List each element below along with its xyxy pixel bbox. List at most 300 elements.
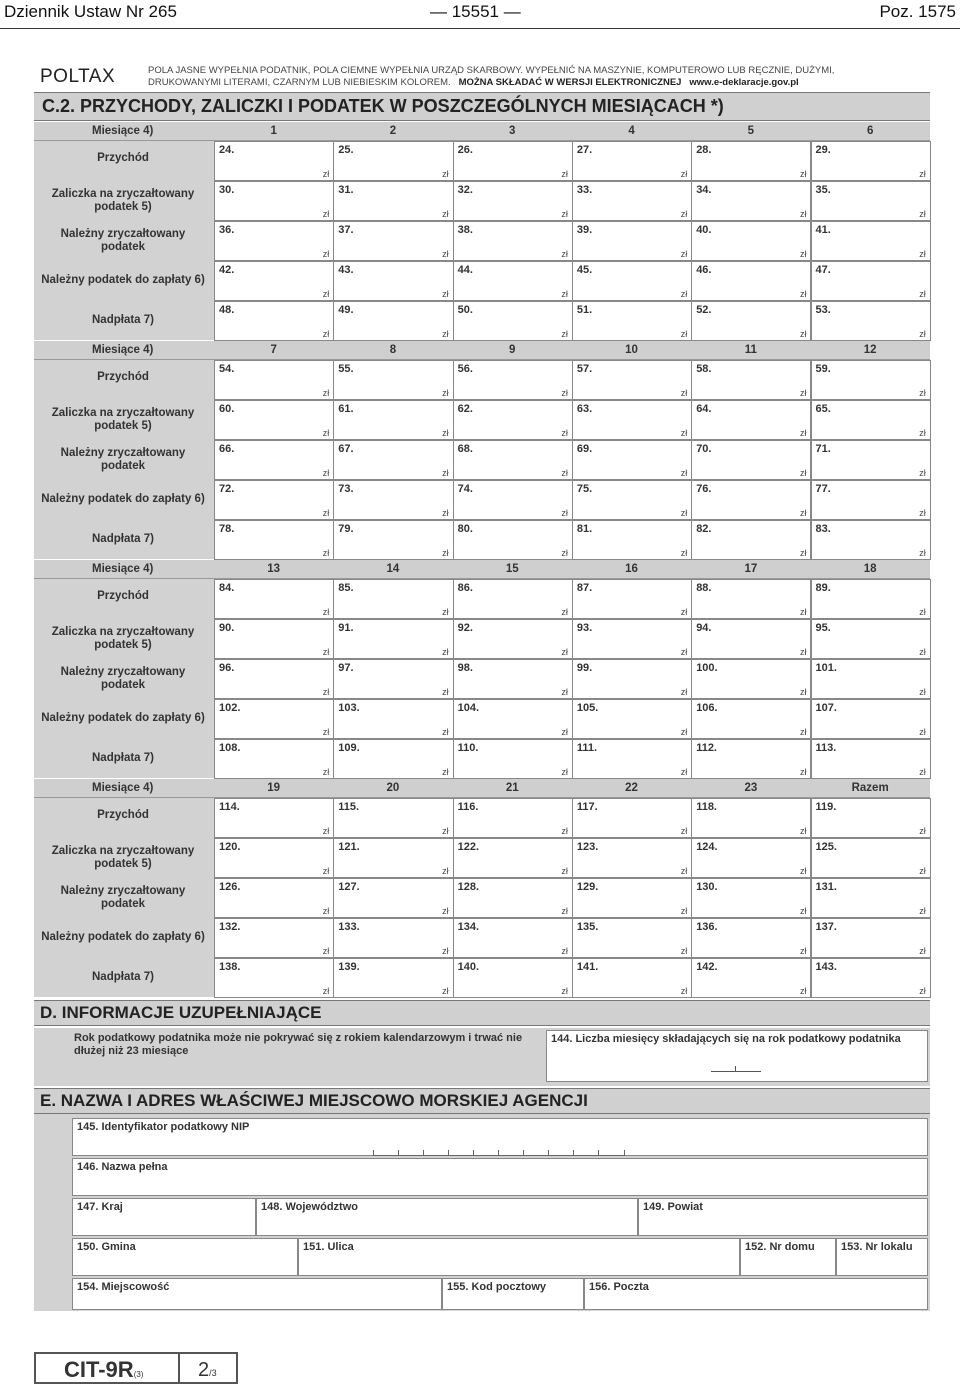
amount-field[interactable] (572, 400, 692, 440)
currency-label: zł (322, 169, 330, 179)
amount-field[interactable] (811, 918, 931, 958)
field-number: 95. (815, 622, 831, 634)
currency-label: zł (799, 289, 807, 299)
amount-field[interactable] (453, 440, 573, 480)
month-number: 23 (744, 782, 758, 794)
currency-label: zł (799, 468, 807, 478)
amount-field[interactable] (333, 181, 453, 221)
currency-label: zł (442, 607, 449, 617)
amount-field[interactable] (333, 838, 453, 878)
currency-label: zł (799, 508, 807, 518)
field-144-input[interactable] (711, 1061, 761, 1072)
field-number: 92. (457, 622, 473, 634)
field-number: 56. (457, 363, 473, 375)
form-code-text: CIT-9R (64, 1357, 134, 1382)
currency-label: zł (919, 687, 926, 697)
section-d-header (34, 1000, 930, 1026)
months-label: Miesiące 4) (92, 344, 154, 356)
currency-label: zł (680, 329, 688, 339)
month-number: 3 (509, 125, 516, 137)
field-number: 110. (457, 742, 479, 754)
instructions-line2: DRUKOWANYMI LITERAMI, CZARNYM LUB NIEBIESKIM KOLOREM. (148, 77, 451, 88)
amount-field[interactable] (214, 400, 334, 440)
field-number: 136. (696, 921, 718, 933)
amount-field[interactable] (811, 301, 931, 341)
amount-field[interactable] (572, 301, 692, 341)
currency-label: zł (919, 468, 926, 478)
amount-field[interactable] (333, 400, 453, 440)
months-label: Miesiące 4) (92, 782, 154, 794)
currency-label: zł (919, 388, 926, 398)
field-152-house-number[interactable] (740, 1238, 836, 1276)
amount-field[interactable] (572, 699, 692, 739)
currency-label: zł (442, 986, 449, 996)
currency-label: zł (322, 249, 330, 259)
instructions-line1: POLA JASNE WYPEŁNIA PODATNIK, POLA CIEMNE WYPEŁNIA URZĄD SKARBOWY. WYPEŁNIĆ NA MASZYNIE, KOMPUTEROWO LUB RĘCZNIE, DUŻYMI, (148, 65, 835, 76)
currency-label: zł (561, 906, 568, 916)
amount-field[interactable] (691, 838, 811, 878)
field-number: 130. (696, 881, 718, 893)
field-number: 99. (576, 662, 593, 674)
amount-field[interactable] (572, 360, 692, 400)
field-145-nip[interactable] (72, 1118, 928, 1156)
amount-field[interactable] (214, 739, 334, 779)
amount-field[interactable] (691, 301, 811, 341)
amount-field[interactable] (453, 659, 573, 699)
amount-field[interactable] (214, 838, 334, 878)
currency-label: zł (322, 826, 330, 836)
field-number: 30. (219, 184, 235, 196)
field-number: 103. (338, 702, 360, 714)
amount-field[interactable] (214, 520, 334, 560)
field-number: 67. (338, 443, 354, 455)
field-number: 31. (338, 184, 354, 196)
field-number: 85. (338, 582, 354, 594)
currency-label: zł (442, 548, 449, 558)
row-label: Zaliczka na zryczałtowany podatek 5) (51, 407, 195, 432)
amount-field[interactable] (572, 798, 692, 838)
amount-field[interactable] (214, 798, 334, 838)
amount-field[interactable] (691, 659, 811, 699)
amount-field[interactable] (453, 181, 573, 221)
row-label: Zaliczka na zryczałtowany podatek 5) (51, 626, 195, 651)
form-footer (34, 1352, 238, 1384)
nip-input[interactable] (373, 1149, 625, 1156)
field-number: 50. (457, 304, 473, 316)
currency-label: zł (561, 986, 568, 996)
amount-field[interactable] (453, 360, 573, 400)
currency-label: zł (799, 607, 807, 617)
field-147-label: 147. Kraj (77, 1201, 123, 1213)
currency-label: zł (799, 687, 807, 697)
currency-label: zł (561, 508, 568, 518)
amount-field[interactable] (811, 878, 931, 918)
currency-label: zł (561, 826, 568, 836)
currency-label: zł (322, 767, 330, 777)
amount-field[interactable] (333, 739, 453, 779)
amount-field[interactable] (453, 878, 573, 918)
field-number: 66. (219, 443, 235, 455)
field-number: 58. (696, 363, 712, 375)
amount-field[interactable] (811, 480, 931, 520)
amount-field[interactable] (214, 579, 334, 619)
amount-field[interactable] (453, 141, 573, 181)
row-label: Przychód (97, 152, 149, 164)
amount-field[interactable] (811, 221, 931, 261)
currency-label: zł (799, 548, 807, 558)
field-number: 140. (457, 961, 480, 973)
amount-field[interactable] (691, 958, 811, 998)
amount-field[interactable] (572, 261, 692, 301)
amount-field[interactable] (691, 221, 811, 261)
amount-field[interactable] (453, 520, 573, 560)
currency-label: zł (680, 388, 688, 398)
amount-field[interactable] (333, 579, 453, 619)
amount-field[interactable] (333, 141, 453, 181)
field-155-postal-code[interactable] (442, 1278, 584, 1310)
amount-field[interactable] (214, 181, 334, 221)
amount-field[interactable] (691, 520, 811, 560)
field-number: 84. (219, 582, 235, 594)
amount-field[interactable] (811, 141, 931, 181)
amount-field[interactable] (453, 918, 573, 958)
amount-field[interactable] (572, 520, 692, 560)
amount-field[interactable] (214, 958, 334, 998)
field-151-label: 151. Ulica (303, 1241, 354, 1253)
amount-field[interactable] (453, 261, 573, 301)
currency-label: zł (919, 826, 926, 836)
amount-field[interactable] (333, 619, 453, 659)
field-number: 139. (338, 961, 360, 973)
month-number: 9 (509, 344, 516, 356)
field-number: 122. (457, 841, 480, 853)
field-number: 107. (815, 702, 837, 714)
currency-label: zł (442, 906, 449, 916)
field-number: 45. (576, 264, 593, 276)
field-148-label: 148. Województwo (261, 1201, 358, 1213)
section-d-body (34, 1028, 930, 1086)
field-number: 25. (338, 144, 354, 156)
amount-field[interactable] (691, 261, 811, 301)
field-147-country[interactable] (72, 1198, 256, 1236)
field-149-district[interactable] (638, 1198, 928, 1236)
amount-field[interactable] (333, 878, 453, 918)
field-number: 106. (696, 702, 718, 714)
field-number: 90. (219, 622, 235, 634)
amount-field[interactable] (811, 261, 931, 301)
field-number: 82. (696, 523, 712, 535)
currency-label: zł (680, 946, 688, 956)
amount-field[interactable] (214, 480, 334, 520)
currency-label: zł (680, 866, 688, 876)
field-number: 131. (815, 881, 837, 893)
field-144[interactable] (546, 1030, 928, 1082)
amount-field[interactable] (691, 739, 811, 779)
currency-label: zł (680, 468, 688, 478)
field-number: 96. (219, 662, 235, 674)
amount-field[interactable] (333, 440, 453, 480)
amount-field[interactable] (453, 480, 573, 520)
row-label: Przychód (97, 371, 149, 383)
currency-label: zł (799, 767, 807, 777)
currency-label: zł (799, 249, 807, 259)
currency-label: zł (442, 826, 449, 836)
amount-field[interactable] (811, 440, 931, 480)
amount-field[interactable] (333, 918, 453, 958)
field-150-label: 150. Gmina (77, 1241, 136, 1253)
field-number: 135. (576, 921, 599, 933)
currency-label: zł (322, 468, 330, 478)
field-number: 62. (457, 403, 473, 415)
currency-label: zł (919, 548, 926, 558)
amount-field[interactable] (333, 360, 453, 400)
field-number: 34. (696, 184, 712, 196)
amount-field[interactable] (333, 480, 453, 520)
amount-field[interactable] (572, 141, 692, 181)
form-instructions (148, 65, 908, 89)
currency-label: zł (799, 329, 807, 339)
currency-label: zł (561, 428, 568, 438)
row-label: Należny podatek do zapłaty 6) (41, 712, 205, 724)
amount-field[interactable] (691, 699, 811, 739)
amount-field[interactable] (691, 619, 811, 659)
amount-field[interactable] (811, 958, 931, 998)
amount-field[interactable] (811, 619, 931, 659)
amount-field[interactable] (214, 261, 334, 301)
field-number: 100. (696, 662, 718, 674)
currency-label: zł (799, 428, 807, 438)
field-number: 63. (576, 403, 593, 415)
field-151-street[interactable] (298, 1238, 740, 1276)
field-number: 142. (696, 961, 718, 973)
field-156-label: 156. Poczta (589, 1281, 649, 1293)
field-number: 26. (457, 144, 473, 156)
field-number: 112. (696, 742, 717, 754)
currency-label: zł (919, 289, 926, 299)
field-153-label: 153. Nr lokalu (841, 1241, 913, 1253)
field-number: 75. (576, 483, 593, 495)
amount-field[interactable] (811, 579, 931, 619)
amount-field[interactable] (453, 699, 573, 739)
currency-label: zł (322, 866, 330, 876)
form-code (64, 1357, 143, 1383)
amount-field[interactable] (811, 739, 931, 779)
currency-label: zł (680, 607, 688, 617)
currency-label: zł (561, 687, 568, 697)
amount-field[interactable] (214, 659, 334, 699)
field-number: 137. (815, 921, 837, 933)
amount-field[interactable] (333, 261, 453, 301)
field-number: 123. (576, 841, 599, 853)
amount-field[interactable] (572, 739, 692, 779)
amount-field[interactable] (572, 619, 692, 659)
amount-field[interactable] (691, 878, 811, 918)
amount-field[interactable] (572, 958, 692, 998)
amount-field[interactable] (572, 181, 692, 221)
amount-field[interactable] (691, 181, 811, 221)
amount-field[interactable] (691, 440, 811, 480)
row-label: Należny zryczałtowany podatek (60, 666, 186, 691)
field-number: 74. (457, 483, 473, 495)
amount-field[interactable] (572, 440, 692, 480)
field-number: 43. (338, 264, 354, 276)
field-156-post-office[interactable] (584, 1278, 928, 1310)
amount-field[interactable] (572, 878, 692, 918)
amount-field[interactable] (811, 520, 931, 560)
months-row (34, 560, 930, 579)
amount-field[interactable] (453, 838, 573, 878)
amount-field[interactable] (333, 659, 453, 699)
month-number: 4 (628, 125, 635, 137)
amount-field[interactable] (214, 619, 334, 659)
amount-field[interactable] (811, 798, 931, 838)
field-number: 60. (219, 403, 235, 415)
currency-label: zł (322, 289, 330, 299)
field-number: 83. (815, 523, 831, 535)
amount-field[interactable] (453, 619, 573, 659)
field-number: 36. (219, 224, 235, 236)
field-number: 134. (457, 921, 480, 933)
row-label: Nadpłata 7) (92, 971, 154, 983)
amount-field[interactable] (333, 798, 453, 838)
currency-label: zł (561, 767, 568, 777)
amount-field[interactable] (691, 400, 811, 440)
currency-label: zł (680, 548, 688, 558)
field-number: 53. (815, 304, 831, 316)
month-block-2 (34, 341, 930, 559)
currency-label: zł (322, 607, 330, 617)
month-block-1 (34, 122, 930, 340)
currency-label: zł (919, 169, 926, 179)
field-number: 108. (219, 742, 241, 754)
amount-field[interactable] (453, 579, 573, 619)
currency-label: zł (799, 209, 807, 219)
amount-field[interactable] (453, 301, 573, 341)
currency-label: zł (442, 329, 449, 339)
amount-field[interactable] (691, 480, 811, 520)
amount-field[interactable] (214, 918, 334, 958)
currency-label: zł (322, 647, 330, 657)
month-number: 13 (267, 563, 281, 575)
section-d-title: D. INFORMACJE UZUPEŁNIAJĄCE (40, 1003, 322, 1022)
amount-field[interactable] (572, 480, 692, 520)
amount-field[interactable] (453, 798, 573, 838)
amount-field[interactable] (333, 958, 453, 998)
currency-label: zł (442, 468, 449, 478)
amount-field[interactable] (811, 181, 931, 221)
amount-field[interactable] (214, 221, 334, 261)
field-153-apartment-number[interactable] (836, 1238, 928, 1276)
currency-label: zł (442, 388, 449, 398)
field-number: 72. (219, 483, 235, 495)
footer-divider (178, 1354, 180, 1382)
amount-field[interactable] (214, 141, 334, 181)
amount-field[interactable] (691, 360, 811, 400)
amount-field[interactable] (214, 878, 334, 918)
amount-field[interactable] (333, 301, 453, 341)
instructions-electronic: MOŻNA SKŁADAĆ W WERSJI ELEKTRONICZNEJ (458, 77, 682, 88)
field-number: 55. (338, 363, 354, 375)
months-row (34, 341, 930, 360)
page-current: 2 (198, 1359, 210, 1381)
journal-page-number: — 15551 — (430, 2, 521, 21)
field-number: 64. (696, 403, 712, 415)
journal-position: Poz. 1575 (879, 2, 956, 21)
amount-field[interactable] (811, 400, 931, 440)
amount-field[interactable] (453, 739, 573, 779)
field-number: 49. (338, 304, 354, 316)
amount-field[interactable] (453, 400, 573, 440)
amount-field[interactable] (691, 798, 811, 838)
amount-field[interactable] (811, 699, 931, 739)
field-154-locality[interactable] (72, 1278, 442, 1310)
amount-field[interactable] (811, 838, 931, 878)
amount-field[interactable] (691, 141, 811, 181)
field-145-label: 145. Identyfikator podatkowy NIP (77, 1121, 250, 1133)
field-number: 47. (815, 264, 831, 276)
field-number: 24. (219, 144, 235, 156)
amount-field[interactable] (214, 699, 334, 739)
currency-label: zł (561, 209, 568, 219)
field-150-commune[interactable] (72, 1238, 298, 1276)
amount-field[interactable] (572, 838, 692, 878)
amount-field[interactable] (333, 699, 453, 739)
row-label: Zaliczka na zryczałtowany podatek 5) (51, 188, 195, 213)
month-number: 7 (270, 344, 277, 356)
amount-field[interactable] (333, 520, 453, 560)
amount-field[interactable] (572, 221, 692, 261)
currency-label: zł (442, 647, 449, 657)
amount-field[interactable] (214, 360, 334, 400)
amount-field[interactable] (214, 301, 334, 341)
field-number: 86. (457, 582, 473, 594)
currency-label: zł (442, 866, 449, 876)
amount-field[interactable] (572, 918, 692, 958)
field-number: 101. (815, 662, 837, 674)
amount-field[interactable] (572, 659, 692, 699)
amount-field[interactable] (333, 221, 453, 261)
field-number: 61. (338, 403, 354, 415)
field-number: 109. (338, 742, 360, 754)
amount-field[interactable] (811, 659, 931, 699)
field-148-voivodeship[interactable] (256, 1198, 638, 1236)
currency-label: zł (680, 647, 688, 657)
field-number: 59. (815, 363, 831, 375)
amount-field[interactable] (691, 918, 811, 958)
currency-label: zł (680, 249, 688, 259)
amount-field[interactable] (453, 958, 573, 998)
field-number: 68. (457, 443, 473, 455)
currency-label: zł (561, 169, 568, 179)
field-number: 38. (457, 224, 473, 236)
month-number: 21 (505, 782, 519, 794)
currency-label: zł (680, 209, 688, 219)
amount-field[interactable] (572, 579, 692, 619)
form-version: (3) (133, 1370, 144, 1379)
page-indicator (198, 1359, 217, 1382)
field-number: 111. (576, 742, 598, 754)
amount-field[interactable] (691, 579, 811, 619)
field-146-full-name[interactable] (72, 1158, 928, 1196)
currency-label: zł (919, 329, 926, 339)
currency-label: zł (919, 607, 926, 617)
amount-field[interactable] (453, 221, 573, 261)
field-number: 33. (576, 184, 593, 196)
amount-field[interactable] (214, 440, 334, 480)
row-label: Należny zryczałtowany podatek (60, 447, 186, 472)
field-number: 87. (576, 582, 593, 594)
amount-field[interactable] (811, 360, 931, 400)
